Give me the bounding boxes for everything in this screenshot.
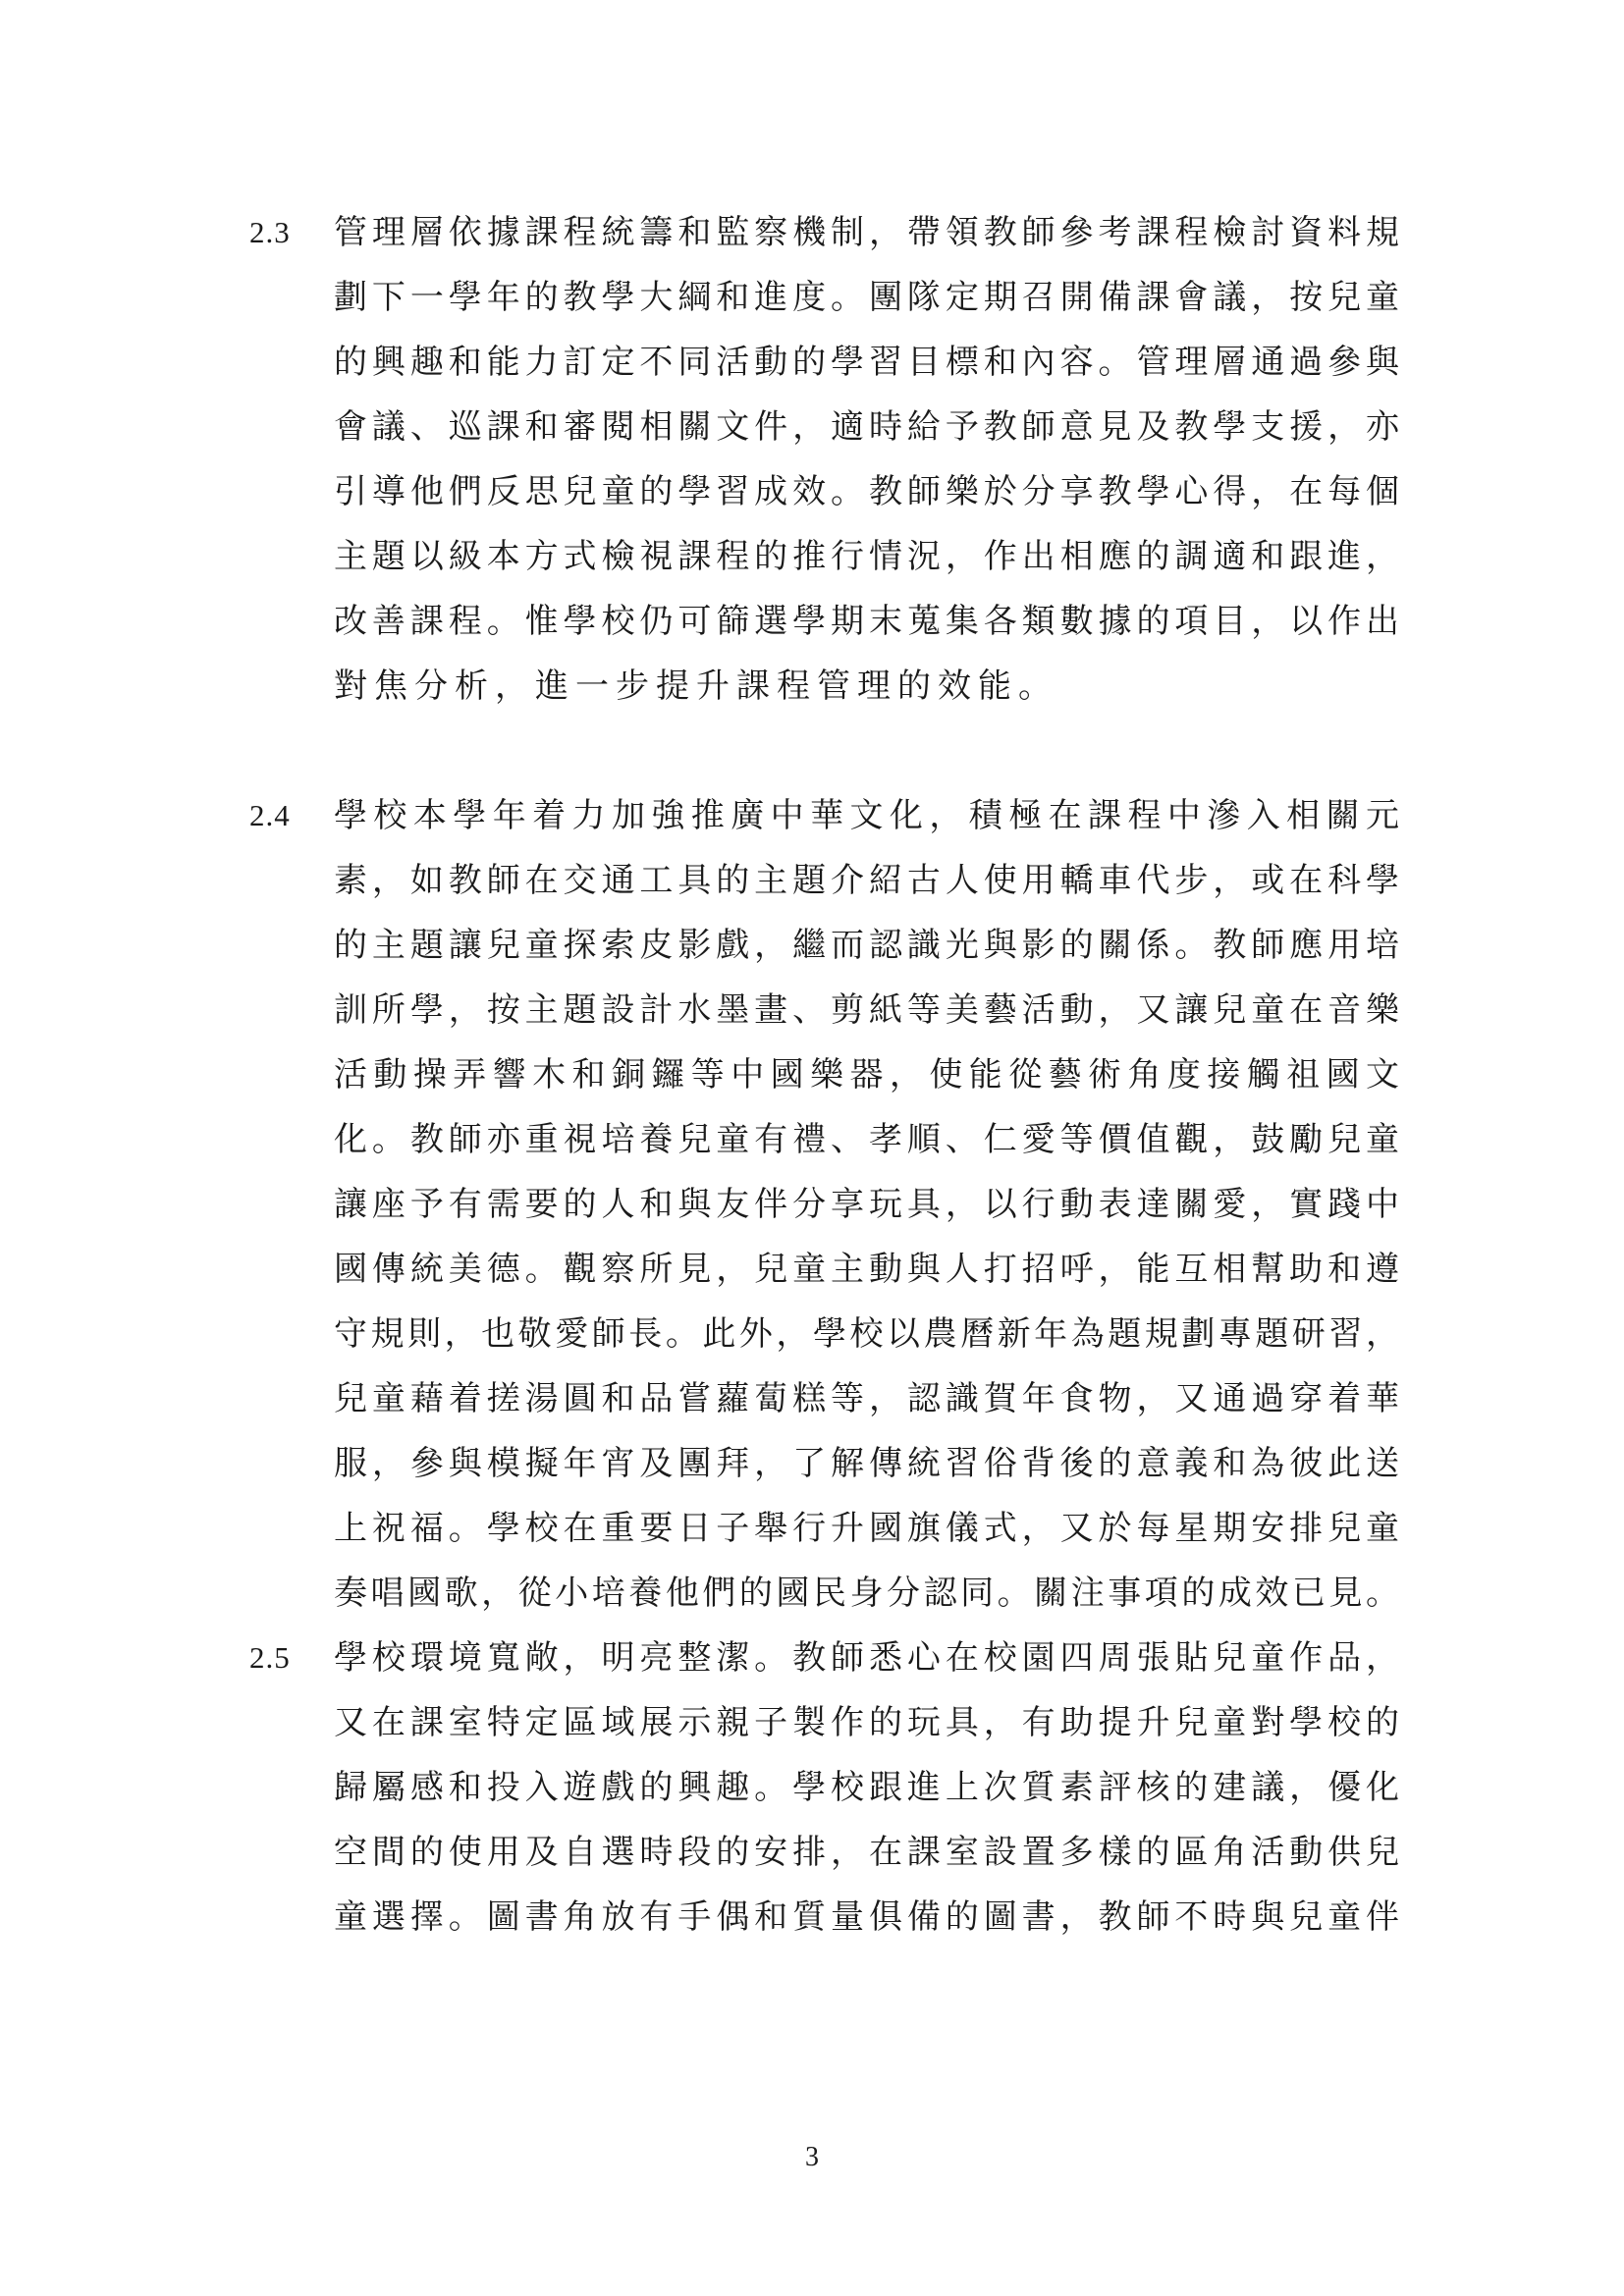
- paragraph-line: 兒童藉着搓湯圓和品嘗蘿蔔糕等，認識賀年食物，又通過穿着華: [334, 1379, 1399, 1418]
- paragraph-line: 又在課室特定區域展示親子製作的玩具，有助提升兒童對學校的: [334, 1703, 1399, 1742]
- paragraph-line: 會議、巡課和審閱相關文件，適時給予教師意見及教學支援，亦: [334, 407, 1399, 447]
- paragraph-line: 童選擇。圖書角放有手偶和質量俱備的圖書，教師不時與兒童伴: [334, 1897, 1399, 1937]
- section-number: 2.5: [249, 1640, 291, 1675]
- paragraph-line: 對焦分析，進一步提升課程管理的效能。: [334, 667, 1058, 706]
- paragraph-line: 改善課程。惟學校仍可篩選學期末蒐集各類數據的項目，以作出: [334, 602, 1399, 641]
- section-number: 2.4: [249, 798, 291, 832]
- page-number: 3: [805, 2142, 819, 2172]
- paragraph-line: 活動操弄響木和銅鑼等中國樂器，使能從藝術角度接觸祖國文: [334, 1055, 1399, 1095]
- paragraph-line: 的興趣和能力訂定不同活動的學習目標和內容。管理層通過參與: [334, 343, 1399, 382]
- paragraph-line: 學校環境寬敞，明亮整潔。教師悉心在校園四周張貼兒童作品，: [334, 1638, 1399, 1678]
- paragraph-line: 化。教師亦重視培養兒童有禮、孝順、仁愛等價值觀，鼓勵兒童: [334, 1120, 1399, 1159]
- paragraph-line: 國傳統美德。觀察所見，兒童主動與人打招呼，能互相幫助和遵: [334, 1250, 1399, 1289]
- paragraph-line: 奏唱國歌，從小培養他們的國民身分認同。關注事項的成效已見。: [334, 1574, 1399, 1613]
- paragraph-line: 的主題讓兒童探索皮影戲，繼而認識光與影的關係。教師應用培: [334, 926, 1399, 965]
- section-number: 2.3: [249, 215, 291, 249]
- paragraph-line: 訓所學，按主題設計水墨畫、剪紙等美藝活動，又讓兒童在音樂: [334, 990, 1399, 1030]
- paragraph-line: 學校本學年着力加強推廣中華文化，積極在課程中滲入相關元: [334, 796, 1399, 835]
- paragraph-line: 服，參與模擬年宵及團拜，了解傳統習俗背後的意義和為彼此送: [334, 1444, 1399, 1483]
- paragraph-line: 讓座予有需要的人和與友伴分享玩具，以行動表達關愛，實踐中: [334, 1185, 1399, 1224]
- paragraph-line: 歸屬感和投入遊戲的興趣。學校跟進上次質素評核的建議，優化: [334, 1768, 1399, 1807]
- paragraph-line: 引導他們反思兒童的學習成效。教師樂於分享教學心得，在每個: [334, 472, 1399, 511]
- paragraph-line: 上祝福。學校在重要日子舉行升國旗儀式，又於每星期安排兒童: [334, 1509, 1399, 1548]
- paragraph-line: 素，如教師在交通工具的主題介紹古人使用轎車代步，或在科學: [334, 861, 1399, 900]
- paragraph-line: 空間的使用及自選時段的安排，在課室設置多樣的區角活動供兒: [334, 1833, 1399, 1872]
- paragraph-line: 主題以級本方式檢視課程的推行情況，作出相應的調適和跟進，: [334, 537, 1399, 576]
- paragraph-line: 守規則，也敬愛師長。此外，學校以農曆新年為題規劃專題研習，: [334, 1314, 1399, 1354]
- paragraph-line: 劃下一學年的教學大綱和進度。團隊定期召開備課會議，按兒童: [334, 278, 1399, 317]
- paragraph-line: 管理層依據課程統籌和監察機制，帶領教師參考課程檢討資料規: [334, 213, 1399, 252]
